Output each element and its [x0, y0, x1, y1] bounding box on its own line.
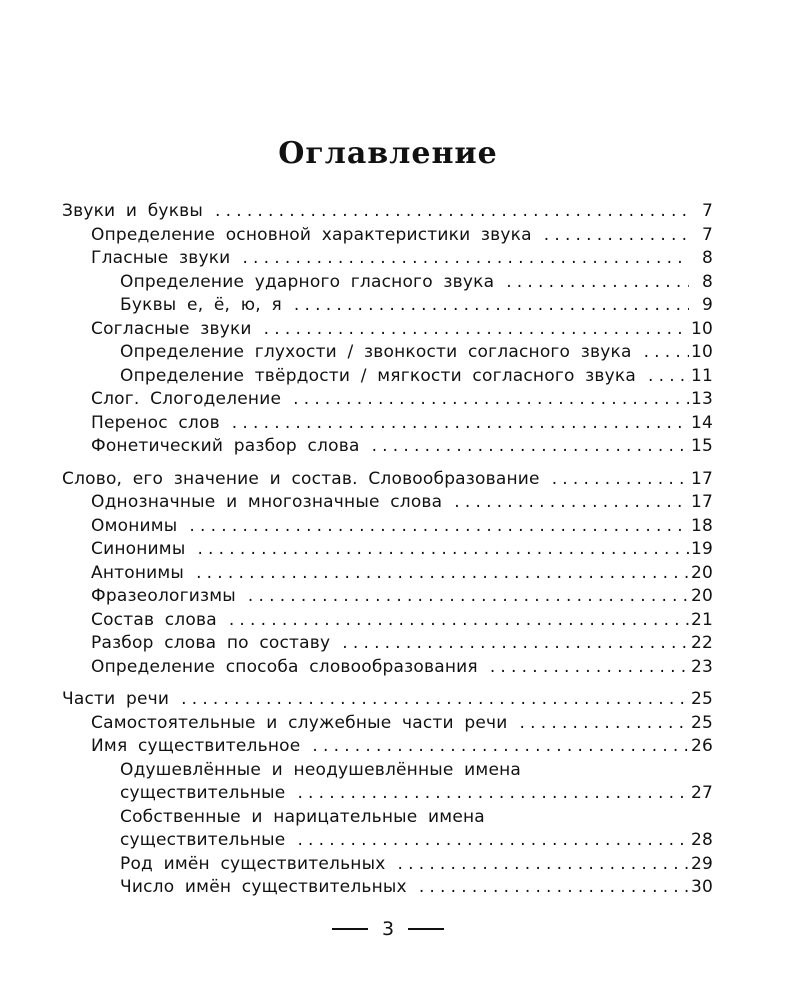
toc-page-number: 25 [690, 689, 713, 709]
toc-entry-title: Согласные звуки [91, 318, 252, 339]
toc-entry-title: Синонимы [91, 539, 186, 559]
toc-page-number: 27 [690, 783, 713, 803]
toc-entry-title: Фразеологизмы [91, 586, 236, 606]
page-footer [0, 918, 776, 940]
toc-page-number: 8 [701, 271, 713, 292]
toc-page-number: 15 [690, 436, 713, 456]
dot-leader [330, 632, 689, 656]
toc-page-number: 19 [690, 539, 713, 559]
toc-entry-title: Имя существительное [91, 736, 301, 756]
toc-page-number: 22 [690, 633, 713, 653]
toc-entry[interactable] [62, 435, 713, 459]
toc-entry-title: Определение ударного гласного звука [120, 271, 495, 292]
toc-entry[interactable] [62, 200, 713, 224]
toc-page-number: 20 [690, 562, 713, 583]
footer-rule-left [332, 928, 368, 930]
toc-entry-title: Перенос слов [91, 412, 220, 433]
toc-entry[interactable] [62, 632, 713, 656]
dot-leader [184, 562, 689, 586]
toc-entry[interactable] [62, 806, 713, 853]
toc-entry[interactable] [62, 515, 713, 539]
toc-entry[interactable] [62, 538, 713, 562]
dot-leader [185, 538, 689, 562]
toc-entry-title: Собственные и нарицательные имена [120, 806, 485, 827]
toc-entry[interactable] [62, 491, 713, 515]
toc-entry[interactable] [62, 609, 713, 633]
toc-entry-title: Одушевлённые и неодушевлённые имена [120, 759, 522, 780]
toc-entry[interactable] [62, 341, 713, 365]
toc-entry-line [120, 782, 713, 806]
toc-entry-title: Определение твёрдости / мягкости согласного звука [120, 365, 636, 386]
toc-page-number: 9 [701, 295, 713, 315]
toc-page-number: 29 [690, 853, 713, 874]
dot-leader [494, 271, 689, 295]
toc-section [62, 468, 713, 680]
toc-entry-title: Однозначные и многозначные слова [91, 492, 443, 512]
toc-entry-title: Гласные звуки [91, 248, 231, 268]
toc-page-number: 20 [690, 586, 713, 606]
toc-entry-title: Слог. Слогоделение [91, 389, 282, 409]
dot-leader [177, 515, 689, 539]
toc-page-number: 25 [690, 712, 713, 733]
toc-entry-title: Слово, его значение и состав. Словообразование [62, 468, 540, 489]
toc-page-number: 28 [690, 830, 713, 850]
toc-entry-title: Антонимы [91, 562, 185, 583]
toc-entry-title: Разбор слова по составу [91, 633, 331, 653]
toc-entry[interactable] [62, 759, 713, 806]
toc-entry[interactable] [62, 562, 713, 586]
toc-page-number: 7 [701, 224, 713, 245]
toc-entry[interactable] [62, 585, 713, 609]
toc-entry[interactable] [62, 247, 713, 271]
toc-entry[interactable] [62, 294, 713, 318]
dot-leader [203, 200, 689, 224]
toc-page-number: 23 [690, 656, 713, 677]
toc-entry-title: Звуки и буквы [62, 201, 204, 221]
toc-entry[interactable] [62, 271, 713, 295]
dot-leader [300, 735, 689, 759]
dot-leader [508, 712, 689, 736]
toc-entry-title: Число имён существительных [120, 877, 407, 897]
dot-leader [360, 435, 689, 459]
toc-entry[interactable] [62, 712, 713, 736]
toc-entry[interactable] [62, 412, 713, 436]
toc-page-number: 7 [701, 201, 713, 221]
toc-entry[interactable] [62, 853, 713, 877]
footer-rule-right [408, 928, 444, 930]
toc-entry-title: Омонимы [91, 515, 178, 536]
dot-leader [282, 294, 689, 318]
toc-entry[interactable] [62, 876, 713, 900]
toc-page-number: 30 [690, 877, 713, 897]
toc-page-number: 11 [690, 365, 713, 386]
toc-entry-title: Части речи [62, 689, 170, 709]
toc-entry[interactable] [62, 468, 713, 492]
dot-leader [532, 224, 689, 248]
toc-entry[interactable] [62, 318, 713, 342]
dot-leader [478, 656, 689, 680]
toc-entry[interactable] [62, 688, 713, 712]
toc-page-number: 14 [690, 412, 713, 433]
page-number: 3 [381, 918, 395, 940]
toc-entry-title: Фонетический разбор слова [91, 436, 360, 456]
toc-entry-title: Определение основной характеристики звука [91, 224, 532, 245]
toc-page-number: 10 [690, 342, 713, 362]
dot-leader [236, 585, 689, 609]
toc-page-number: 18 [690, 515, 713, 536]
toc-entry[interactable] [62, 388, 713, 412]
toc-entry[interactable] [62, 224, 713, 248]
dot-leader [230, 247, 689, 271]
dot-leader [281, 388, 689, 412]
toc-page-number: 17 [690, 468, 713, 489]
toc-section [62, 688, 713, 900]
toc-entry[interactable] [62, 656, 713, 680]
toc-page-number: 13 [690, 389, 713, 409]
dot-leader [169, 688, 689, 712]
dot-leader [407, 876, 689, 900]
toc-entry-title: Буквы е, ё, ю, я [120, 295, 282, 315]
page-title: Оглавление [278, 136, 498, 171]
toc-entry-title: Определение способа словообразования [91, 656, 478, 677]
dot-leader [540, 468, 689, 492]
toc-entry-title: Самостоятельные и служебные части речи [91, 712, 508, 733]
toc-entry-title: Состав слова [91, 609, 217, 630]
dot-leader [386, 853, 689, 877]
dot-leader [217, 609, 689, 633]
dot-leader [285, 782, 689, 806]
dot-leader [220, 412, 689, 436]
toc-page-number: 26 [690, 736, 713, 756]
toc-entry-title: Род имён существительных [120, 853, 386, 874]
dot-leader [285, 829, 689, 853]
toc-page-number: 8 [701, 248, 713, 268]
toc-entry-title: Определение глухости / звонкости согласного звука [120, 342, 632, 362]
toc-entry-line [120, 829, 713, 853]
toc-entry[interactable] [62, 735, 713, 759]
toc-page-number: 10 [690, 318, 713, 339]
dot-leader [442, 491, 689, 515]
dot-leader [252, 318, 689, 342]
toc-entry-title-continued: существительные [120, 830, 286, 850]
toc-section [62, 200, 713, 459]
dot-leader [632, 341, 689, 365]
toc-page-number: 21 [690, 609, 713, 630]
table-of-contents [62, 200, 713, 900]
dot-leader [636, 365, 689, 389]
toc-entry[interactable] [62, 365, 713, 389]
toc-page-number: 17 [690, 492, 713, 512]
toc-entry-title-continued: существительные [120, 783, 286, 803]
